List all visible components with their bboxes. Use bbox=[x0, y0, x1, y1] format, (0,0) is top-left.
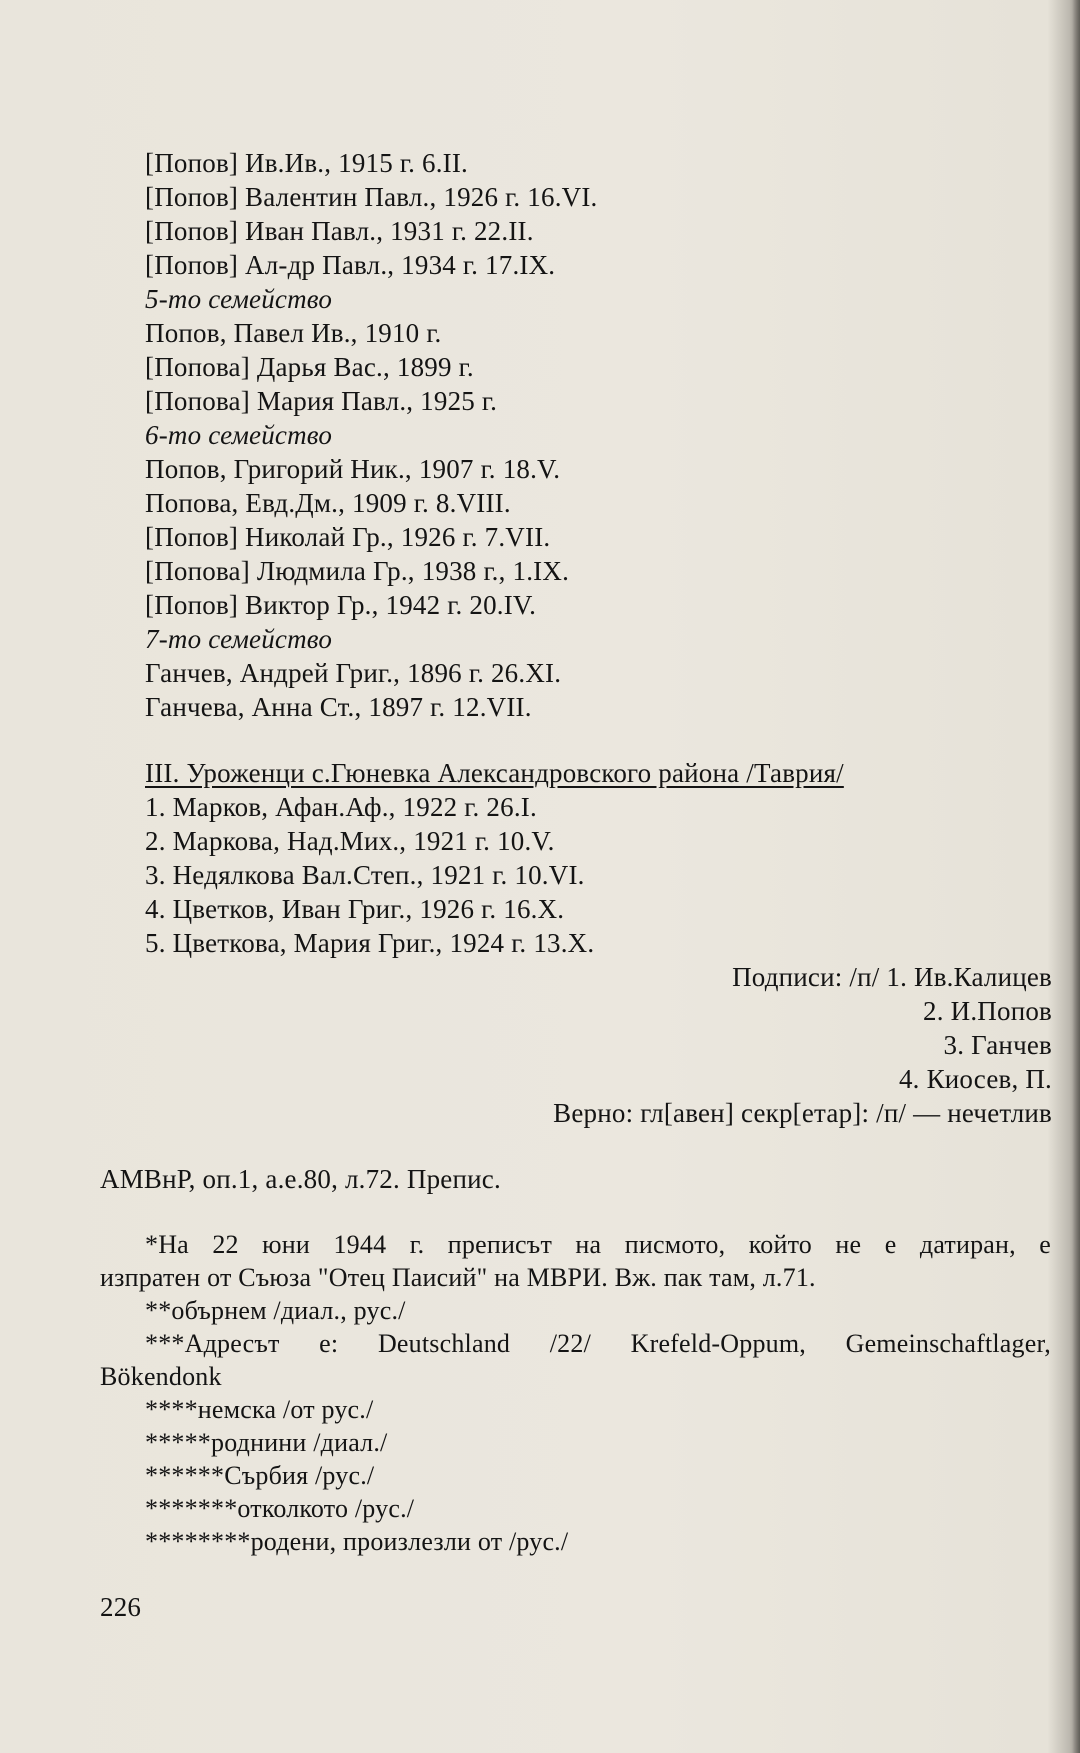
archive-source: АМВнР, оп.1, а.е.80, л.72. Препис. bbox=[100, 1164, 501, 1194]
list-item: [Попов] Виктор Гр., 1942 г. 20.IV. bbox=[145, 590, 537, 620]
list-item: [Попов] Валентин Павл., 1926 г. 16.VI. bbox=[145, 182, 598, 212]
footnote: **обърнем /диал., рус./ bbox=[145, 1296, 406, 1325]
footnote: *****роднини /диал./ bbox=[145, 1428, 388, 1457]
signature-line: Подписи: /п/ 1. Ив.Калицев bbox=[732, 962, 1052, 992]
list-item: Попов, Григорий Ник., 1907 г. 18.V. bbox=[145, 454, 561, 484]
list-item: [Попов] Ив.Ив., 1915 г. 6.II. bbox=[145, 148, 468, 178]
signature-line: 2. И.Попов bbox=[923, 996, 1052, 1026]
list-item: Попова, Евд.Дм., 1909 г. 8.VIII. bbox=[145, 488, 511, 518]
list-item: Попов, Павел Ив., 1910 г. bbox=[145, 318, 442, 348]
footnote: Bökendonk bbox=[100, 1362, 222, 1391]
list-item: 4. Цветков, Иван Григ., 1926 г. 16.X. bbox=[145, 894, 565, 924]
list-item: [Попова] Дарья Вас., 1899 г. bbox=[145, 352, 474, 382]
footnote: *На 22 юни 1944 г. преписът на писмото, който не е датиран, е bbox=[145, 1230, 1051, 1259]
footnote: ******Сърбия /рус./ bbox=[145, 1461, 375, 1490]
list-item: Ганчева, Анна Ст., 1897 г. 12.VII. bbox=[145, 692, 532, 722]
verification-line: Верно: гл[авен] секр[етар]: /п/ — нечетлив bbox=[553, 1098, 1052, 1128]
footnote: *******отколкото /рус./ bbox=[145, 1494, 415, 1523]
section-heading: III. Уроженци с.Гюневка Александровского района /Таврия/ bbox=[145, 758, 844, 788]
page-edge-shadow bbox=[1072, 0, 1080, 1753]
list-item: 1. Марков, Афан.Аф., 1922 г. 26.I. bbox=[145, 792, 537, 822]
footnote: ********родени, произлезли от /рус./ bbox=[145, 1527, 569, 1556]
page-number: 226 bbox=[100, 1592, 142, 1622]
signature-line: 3. Ганчев bbox=[943, 1030, 1052, 1060]
list-item: [Попов] Иван Павл., 1931 г. 22.II. bbox=[145, 216, 534, 246]
list-item: [Попова] Людмила Гр., 1938 г., 1.IX. bbox=[145, 556, 570, 586]
list-item: [Попов] Николай Гр., 1926 г. 7.VII. bbox=[145, 522, 551, 552]
list-item: [Попова] Мария Павл., 1925 г. bbox=[145, 386, 498, 416]
footnote: ***Адресът е: Deutschland /22/ Krefeld-Oppum, Gemeinschaftlager, bbox=[145, 1329, 1051, 1358]
family-heading: 5-то семейство bbox=[145, 284, 333, 314]
footnote: изпратен от Съюза "Отец Паисий" на МВРИ. Вж. пак там, л.71. bbox=[100, 1263, 816, 1292]
family-heading: 6-то семейство bbox=[145, 420, 333, 450]
list-item: 5. Цветкова, Мария Григ., 1924 г. 13.X. bbox=[145, 928, 595, 958]
footnote: ****немска /от рус./ bbox=[145, 1395, 374, 1424]
signature-line: 4. Киосев, П. bbox=[898, 1064, 1052, 1094]
list-item: 2. Маркова, Над.Мих., 1921 г. 10.V. bbox=[145, 826, 555, 856]
list-item: Ганчев, Андрей Григ., 1896 г. 26.XI. bbox=[145, 658, 562, 688]
family-heading: 7-то семейство bbox=[145, 624, 333, 654]
list-item: 3. Недялкова Вал.Степ., 1921 г. 10.VI. bbox=[145, 860, 585, 890]
list-item: [Попов] Ал-др Павл., 1934 г. 17.IX. bbox=[145, 250, 556, 280]
